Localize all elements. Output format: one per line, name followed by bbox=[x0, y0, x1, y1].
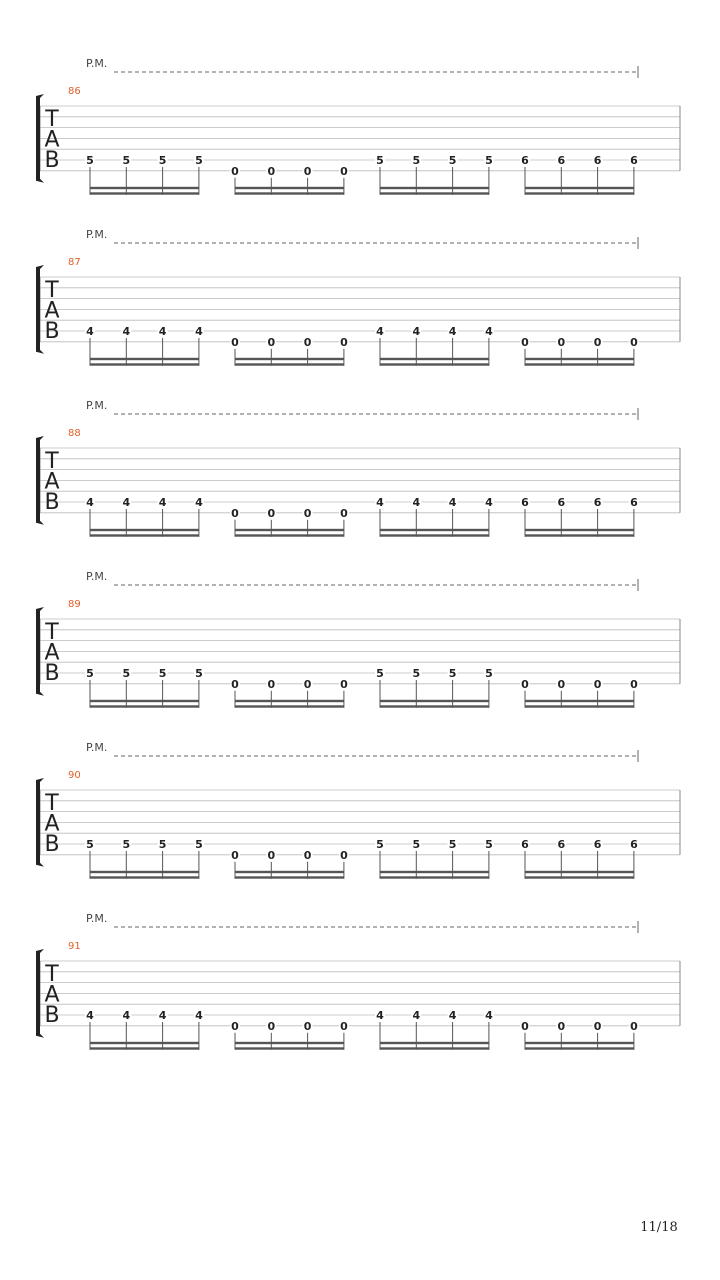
fret-number: 5 bbox=[158, 667, 167, 680]
beam-primary bbox=[525, 871, 634, 873]
fret-number: 4 bbox=[158, 1009, 167, 1022]
fret-number: 5 bbox=[86, 838, 94, 851]
tab-system bbox=[36, 570, 680, 708]
fret-number: 0 bbox=[557, 677, 566, 691]
beam-secondary bbox=[525, 1047, 634, 1049]
beam-secondary bbox=[90, 1047, 199, 1049]
fret-number: 4 bbox=[412, 496, 421, 509]
tab-clef-letter: B bbox=[44, 1003, 60, 1028]
fret-number: 0 bbox=[593, 335, 602, 349]
beam-secondary bbox=[380, 363, 489, 365]
measure-number: 86 bbox=[68, 86, 81, 97]
tab-clef-letter: B bbox=[44, 319, 60, 344]
fret-number: 5 bbox=[485, 667, 493, 680]
fret-number: 4 bbox=[376, 496, 384, 509]
beam-primary bbox=[90, 1042, 199, 1044]
beam-secondary bbox=[90, 363, 199, 365]
palm-mute-label: P.M. bbox=[86, 741, 108, 754]
fret-number: 5 bbox=[412, 667, 421, 680]
fret-number: 0 bbox=[340, 506, 348, 520]
fret-number: 0 bbox=[340, 677, 348, 691]
fret-number: 5 bbox=[122, 667, 131, 680]
fret-number: 5 bbox=[195, 154, 203, 167]
fret-number: 0 bbox=[267, 164, 276, 178]
fret-number: 4 bbox=[86, 496, 94, 509]
fret-number: 5 bbox=[158, 154, 167, 167]
beam-primary bbox=[525, 358, 634, 360]
palm-mute-label: P.M. bbox=[86, 228, 108, 241]
palm-mute-label: P.M. bbox=[86, 399, 108, 412]
fret-number: 4 bbox=[86, 1009, 94, 1022]
fret-number: 0 bbox=[521, 335, 529, 349]
tab-clef-letter: A bbox=[44, 127, 60, 153]
fret-number: 0 bbox=[593, 677, 602, 691]
fret-number: 5 bbox=[412, 838, 421, 851]
beam-secondary bbox=[90, 534, 199, 536]
fret-number: 5 bbox=[448, 154, 457, 167]
tab-clef-letter: A bbox=[44, 811, 60, 837]
fret-number: 0 bbox=[557, 335, 566, 349]
beam-primary bbox=[525, 700, 634, 702]
tab-system bbox=[36, 912, 680, 1050]
fret-number: 0 bbox=[267, 506, 276, 520]
fret-number: 5 bbox=[376, 154, 384, 167]
fret-number: 4 bbox=[158, 325, 167, 338]
fret-number: 0 bbox=[267, 335, 276, 349]
measure-number: 90 bbox=[68, 770, 81, 781]
page-number: 11/18 bbox=[640, 1220, 678, 1235]
fret-number: 6 bbox=[593, 154, 602, 167]
fret-number: 0 bbox=[231, 848, 239, 862]
palm-mute-label: P.M. bbox=[86, 57, 108, 70]
beam-primary bbox=[380, 187, 489, 189]
fret-number: 0 bbox=[593, 1019, 602, 1033]
tab-system bbox=[36, 399, 680, 537]
fret-number: 0 bbox=[267, 677, 276, 691]
fret-number: 4 bbox=[485, 1009, 493, 1022]
fret-number: 0 bbox=[340, 1019, 348, 1033]
fret-number: 0 bbox=[231, 1019, 239, 1033]
fret-number: 4 bbox=[448, 1009, 457, 1022]
fret-number: 0 bbox=[303, 848, 312, 862]
beam-primary bbox=[380, 1042, 489, 1044]
fret-number: 5 bbox=[86, 154, 94, 167]
beam-primary bbox=[235, 1042, 344, 1044]
fret-number: 6 bbox=[630, 154, 638, 167]
fret-number: 0 bbox=[303, 164, 312, 178]
beam-primary bbox=[90, 871, 199, 873]
palm-mute-label: P.M. bbox=[86, 912, 108, 925]
fret-number: 4 bbox=[412, 1009, 421, 1022]
fret-number: 0 bbox=[231, 677, 239, 691]
beam-secondary bbox=[235, 876, 344, 878]
measure-number: 88 bbox=[68, 428, 81, 439]
fret-number: 0 bbox=[340, 335, 348, 349]
beam-primary bbox=[525, 1042, 634, 1044]
fret-number: 5 bbox=[195, 667, 203, 680]
fret-number: 4 bbox=[195, 325, 203, 338]
beam-secondary bbox=[525, 534, 634, 536]
fret-number: 5 bbox=[448, 838, 457, 851]
fret-number: 6 bbox=[593, 838, 602, 851]
fret-number: 5 bbox=[485, 838, 493, 851]
fret-number: 0 bbox=[303, 677, 312, 691]
fret-number: 5 bbox=[122, 838, 131, 851]
fret-number: 4 bbox=[412, 325, 421, 338]
tab-clef-letter: A bbox=[44, 640, 60, 666]
beam-primary bbox=[380, 871, 489, 873]
fret-number: 5 bbox=[412, 154, 421, 167]
fret-number: 4 bbox=[122, 496, 131, 509]
tab-clef-letter: T bbox=[45, 278, 59, 303]
fret-number: 4 bbox=[448, 496, 457, 509]
fret-number: 4 bbox=[158, 496, 167, 509]
fret-number: 4 bbox=[122, 325, 131, 338]
fret-number: 4 bbox=[376, 325, 384, 338]
fret-number: 5 bbox=[195, 838, 203, 851]
beam-primary bbox=[90, 700, 199, 702]
fret-number: 6 bbox=[557, 496, 566, 509]
fret-number: 4 bbox=[195, 1009, 203, 1022]
tab-system bbox=[36, 228, 680, 366]
measure-number: 89 bbox=[68, 599, 81, 610]
beam-secondary bbox=[525, 705, 634, 707]
fret-number: 0 bbox=[521, 677, 529, 691]
measure-number: 91 bbox=[68, 941, 81, 952]
fret-number: 0 bbox=[630, 1019, 638, 1033]
fret-number: 0 bbox=[630, 335, 638, 349]
fret-number: 0 bbox=[521, 1019, 529, 1033]
fret-number: 5 bbox=[448, 667, 457, 680]
measure-number: 87 bbox=[68, 257, 81, 268]
beam-primary bbox=[235, 871, 344, 873]
fret-number: 6 bbox=[521, 496, 529, 509]
tab-clef-letter: T bbox=[45, 962, 59, 987]
fret-number: 0 bbox=[231, 164, 239, 178]
palm-mute-label: P.M. bbox=[86, 570, 108, 583]
tab-system bbox=[36, 57, 680, 195]
beam-secondary bbox=[235, 1047, 344, 1049]
beam-primary bbox=[90, 187, 199, 189]
tab-clef-letter: T bbox=[45, 107, 59, 132]
beam-secondary bbox=[235, 363, 344, 365]
fret-number: 5 bbox=[122, 154, 131, 167]
fret-number: 5 bbox=[158, 838, 167, 851]
tab-clef-letter: A bbox=[44, 469, 60, 495]
fret-number: 0 bbox=[303, 506, 312, 520]
beam-secondary bbox=[380, 876, 489, 878]
beam-secondary bbox=[235, 534, 344, 536]
beam-secondary bbox=[525, 363, 634, 365]
fret-number: 0 bbox=[267, 1019, 276, 1033]
fret-number: 4 bbox=[376, 1009, 384, 1022]
fret-number: 5 bbox=[485, 154, 493, 167]
fret-number: 6 bbox=[593, 496, 602, 509]
fret-number: 4 bbox=[86, 325, 94, 338]
beam-primary bbox=[235, 700, 344, 702]
fret-number: 4 bbox=[485, 325, 493, 338]
fret-number: 4 bbox=[195, 496, 203, 509]
beam-secondary bbox=[380, 705, 489, 707]
fret-number: 6 bbox=[557, 154, 566, 167]
tab-clef-letter: T bbox=[45, 620, 59, 645]
beam-primary bbox=[380, 700, 489, 702]
fret-number: 0 bbox=[267, 848, 276, 862]
beam-secondary bbox=[380, 534, 489, 536]
fret-number: 5 bbox=[86, 667, 94, 680]
beam-secondary bbox=[90, 705, 199, 707]
fret-number: 0 bbox=[340, 848, 348, 862]
beam-secondary bbox=[380, 1047, 489, 1049]
fret-number: 0 bbox=[231, 335, 239, 349]
fret-number: 0 bbox=[340, 164, 348, 178]
beam-primary bbox=[235, 529, 344, 531]
beam-primary bbox=[90, 529, 199, 531]
fret-number: 4 bbox=[485, 496, 493, 509]
fret-number: 0 bbox=[303, 1019, 312, 1033]
fret-number: 6 bbox=[521, 838, 529, 851]
tab-clef-letter: T bbox=[45, 791, 59, 816]
fret-number: 0 bbox=[231, 506, 239, 520]
tab-clef-letter: B bbox=[44, 490, 60, 515]
fret-number: 4 bbox=[448, 325, 457, 338]
beam-primary bbox=[525, 187, 634, 189]
fret-number: 0 bbox=[557, 1019, 566, 1033]
beam-primary bbox=[380, 529, 489, 531]
fret-number: 6 bbox=[557, 838, 566, 851]
fret-number: 6 bbox=[630, 496, 638, 509]
beam-secondary bbox=[380, 192, 489, 194]
beam-secondary bbox=[235, 192, 344, 194]
beam-secondary bbox=[525, 192, 634, 194]
fret-number: 6 bbox=[630, 838, 638, 851]
fret-number: 5 bbox=[376, 667, 384, 680]
tab-clef-letter: T bbox=[45, 449, 59, 474]
tab-clef-letter: A bbox=[44, 982, 60, 1008]
tab-clef-letter: B bbox=[44, 832, 60, 857]
fret-number: 5 bbox=[376, 838, 384, 851]
beam-primary bbox=[525, 529, 634, 531]
tab-system bbox=[36, 741, 680, 879]
tab-clef-letter: B bbox=[44, 148, 60, 173]
beam-primary bbox=[235, 358, 344, 360]
fret-number: 6 bbox=[521, 154, 529, 167]
beam-primary bbox=[90, 358, 199, 360]
fret-number: 0 bbox=[630, 677, 638, 691]
fret-number: 0 bbox=[303, 335, 312, 349]
tab-clef-letter: A bbox=[44, 298, 60, 324]
beam-primary bbox=[380, 358, 489, 360]
beam-secondary bbox=[235, 705, 344, 707]
beam-secondary bbox=[525, 876, 634, 878]
fret-number: 4 bbox=[122, 1009, 131, 1022]
beam-secondary bbox=[90, 876, 199, 878]
tab-clef-letter: B bbox=[44, 661, 60, 686]
beam-secondary bbox=[90, 192, 199, 194]
beam-primary bbox=[235, 187, 344, 189]
